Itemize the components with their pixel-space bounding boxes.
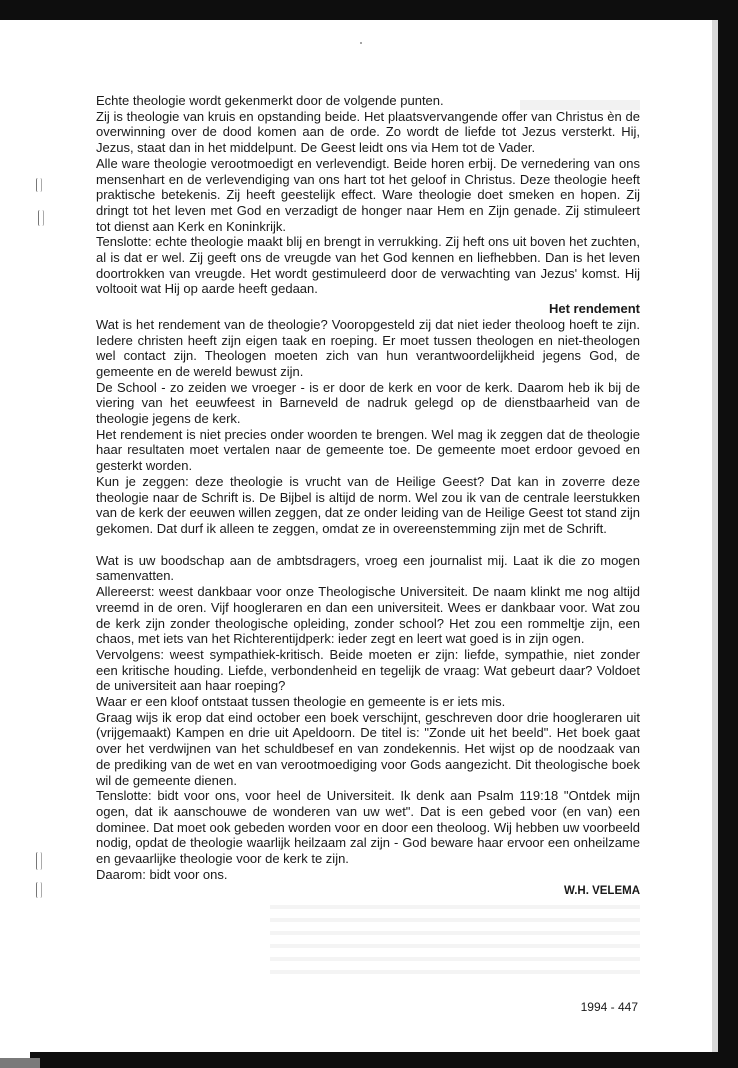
scan-border-corner <box>0 1058 40 1068</box>
scan-border-bottom <box>30 1052 738 1068</box>
paragraph: Alle ware theologie verootmoedigt en verlevendigt. Beide horen erbij. De vernedering van ons mensenhart en de verlevendiging van ons hart tot het geloof in Christus. Deze theologie heeft praktische betekenis. Zij heeft geestelijk effect. Ware theologie doet smeken en hopen. Zij dringt tot het leven met God en verzadigt de honger naar Hem en Zijn genade. Zij stimuleert tot dienst aan Kerk en Koninkrijk. <box>96 155 640 234</box>
binding-hole-mark <box>36 852 42 870</box>
paragraph: Graag wijs ik erop dat eind october een boek verschijnt, geschreven door drie hoogleraren uit (vrijgemaakt) Kampen en drie uit Apeldoorn. De titel is: "Zonde uit het beeld". Het boek gaat over het verdwijnen van het schuldbesef en van zondekennis. Het wijst op de noodzaak van de prediking van de wet en van verootmoediging voor Gods aangezicht. Dit theologische boek wil de gemeente dienen. <box>96 709 640 788</box>
article-body <box>96 93 640 900</box>
paragraph: Het rendement is niet precies onder woorden te brengen. Wel mag ik zeggen dat de theologie haar resultaten moet vertalen naar de gemeente toe. De gemeente moet erdoor gevoed en gesterkt worden. <box>96 426 640 474</box>
paragraph: Zij is theologie van kruis en opstanding beide. Het plaatsvervangende offer van Christus èn de overwinning over de dood komen aan de orde. Zo wordt de liefde tot Jezus versterkt. Hij, Jezus, staat dan in het middelpunt. De Geest leidt ons via Hem tot de Vader. <box>96 108 640 156</box>
paragraph: Waar er een kloof ontstaat tussen theologie en gemeente is er iets mis. <box>96 694 506 710</box>
section-gap <box>96 537 640 553</box>
binding-hole-mark <box>38 210 44 226</box>
author-signature: W.H. VELEMA <box>563 885 640 898</box>
scan-border-top <box>0 0 738 20</box>
binding-hole-mark <box>36 178 42 192</box>
paragraph: Vervolgens: weest sympathiek-kritisch. Beide moeten er zijn: liefde, sympathie, niet zonder een kritische houding. Liefde, verbondenheid en tegelijk de vraag: Wat gebeurt daar? Voldoet de universiteit aan haar roeping? <box>96 646 640 694</box>
paragraph: Kun je zeggen: deze theologie is vrucht van de Heilige Geest? Dat kan in zoverre deze theologie naar de Schrift is. De Bijbel is altijd de norm. Wel zou ik van de centrale leerstukken van de kerk der eeuwen willen zeggen, dat ze onder leiding van de Heilige Geest tot stand zijn gekomen. Dat durf ik alleen te zeggen, omdat ze in overeenstemming zijn met de Schrift. <box>96 473 640 536</box>
binding-hole-mark <box>36 882 42 898</box>
show-through-text-bottom <box>270 896 640 976</box>
page-number: 1994 - 447 <box>580 1000 638 1014</box>
paragraph: Wat is het rendement van de theologie? Vooropgesteld zij dat niet ieder theoloog hoeft te zijn. Iedere christen heeft zijn eigen taak en roeping. Er moet tussen theologen en niet-theologen wel contact zijn. Theologen moeten zich van hun verantwoordelijkheid jegens God, de gemeente en de wereld bewust zijn. <box>96 316 640 379</box>
scan-speck <box>360 42 362 44</box>
section-heading: Het rendement <box>548 301 640 317</box>
paragraph: Wat is uw boodschap aan de ambtsdragers, vroeg een journalist mij. Laat ik die zo mogen samenvatten. <box>96 552 640 584</box>
paragraph: Echte theologie wordt gekenmerkt door de volgende punten. <box>96 93 444 108</box>
paragraph: Allereerst: weest dankbaar voor onze Theologische Universiteit. De naam klinkt me nog altijd vreemd in de oren. Vijf hoogleraren en dan een universiteit. Wees er dankbaar voor. Wat zou de kerk zijn zonder theologische opleiding, zonder school? Het zou een rommeltje zijn, een chaos, met iets van het Richterentijdperk: ieder zegt en leert wat goed is in zijn ogen. <box>96 584 640 647</box>
scan-border-right <box>718 0 738 1068</box>
paragraph: De School - zo zeiden we vroeger - is er door de kerk en voor de kerk. Daarom heb ik bij de viering van het eeuwfeest in Barneveld de nadruk gelegd op de dienstbaarheid van de theologie jegens de kerk. <box>96 379 640 427</box>
page-edge-shadow <box>712 20 718 1052</box>
paragraph: Daarom: bidt voor ons. <box>96 866 228 882</box>
paragraph: Tenslotte: echte theologie maakt blij en brengt in verrukking. Zij heft ons uit boven het zuchten, al is dat er wel. Zij geeft ons de vreugde van het God kennen en liefhebben. Dan is het leven doortrokken van vreugde. Het wordt gestimuleerd door de verwachting van Jezus' komst. Hij voltooit wat Hij op aarde heeft gedaan. <box>96 234 640 297</box>
paragraph: Tenslotte: bidt voor ons, voor heel de Universiteit. Ik denk aan Psalm 119:18 "Ontdek mijn ogen, dat ik aanschouwe de wonderen van uw wet". Dat is een gebed voor (en van) een dominee. Dat moet ook gebeden worden voor en door een theoloog. Wij hebben uw voorbeeld nodig, opdat de theologie waarlijk heilzaam zal zijn - God beware haar ervoor een onheilzame en gevaarlijke theologie voor de kerk te zijn. <box>96 788 640 867</box>
